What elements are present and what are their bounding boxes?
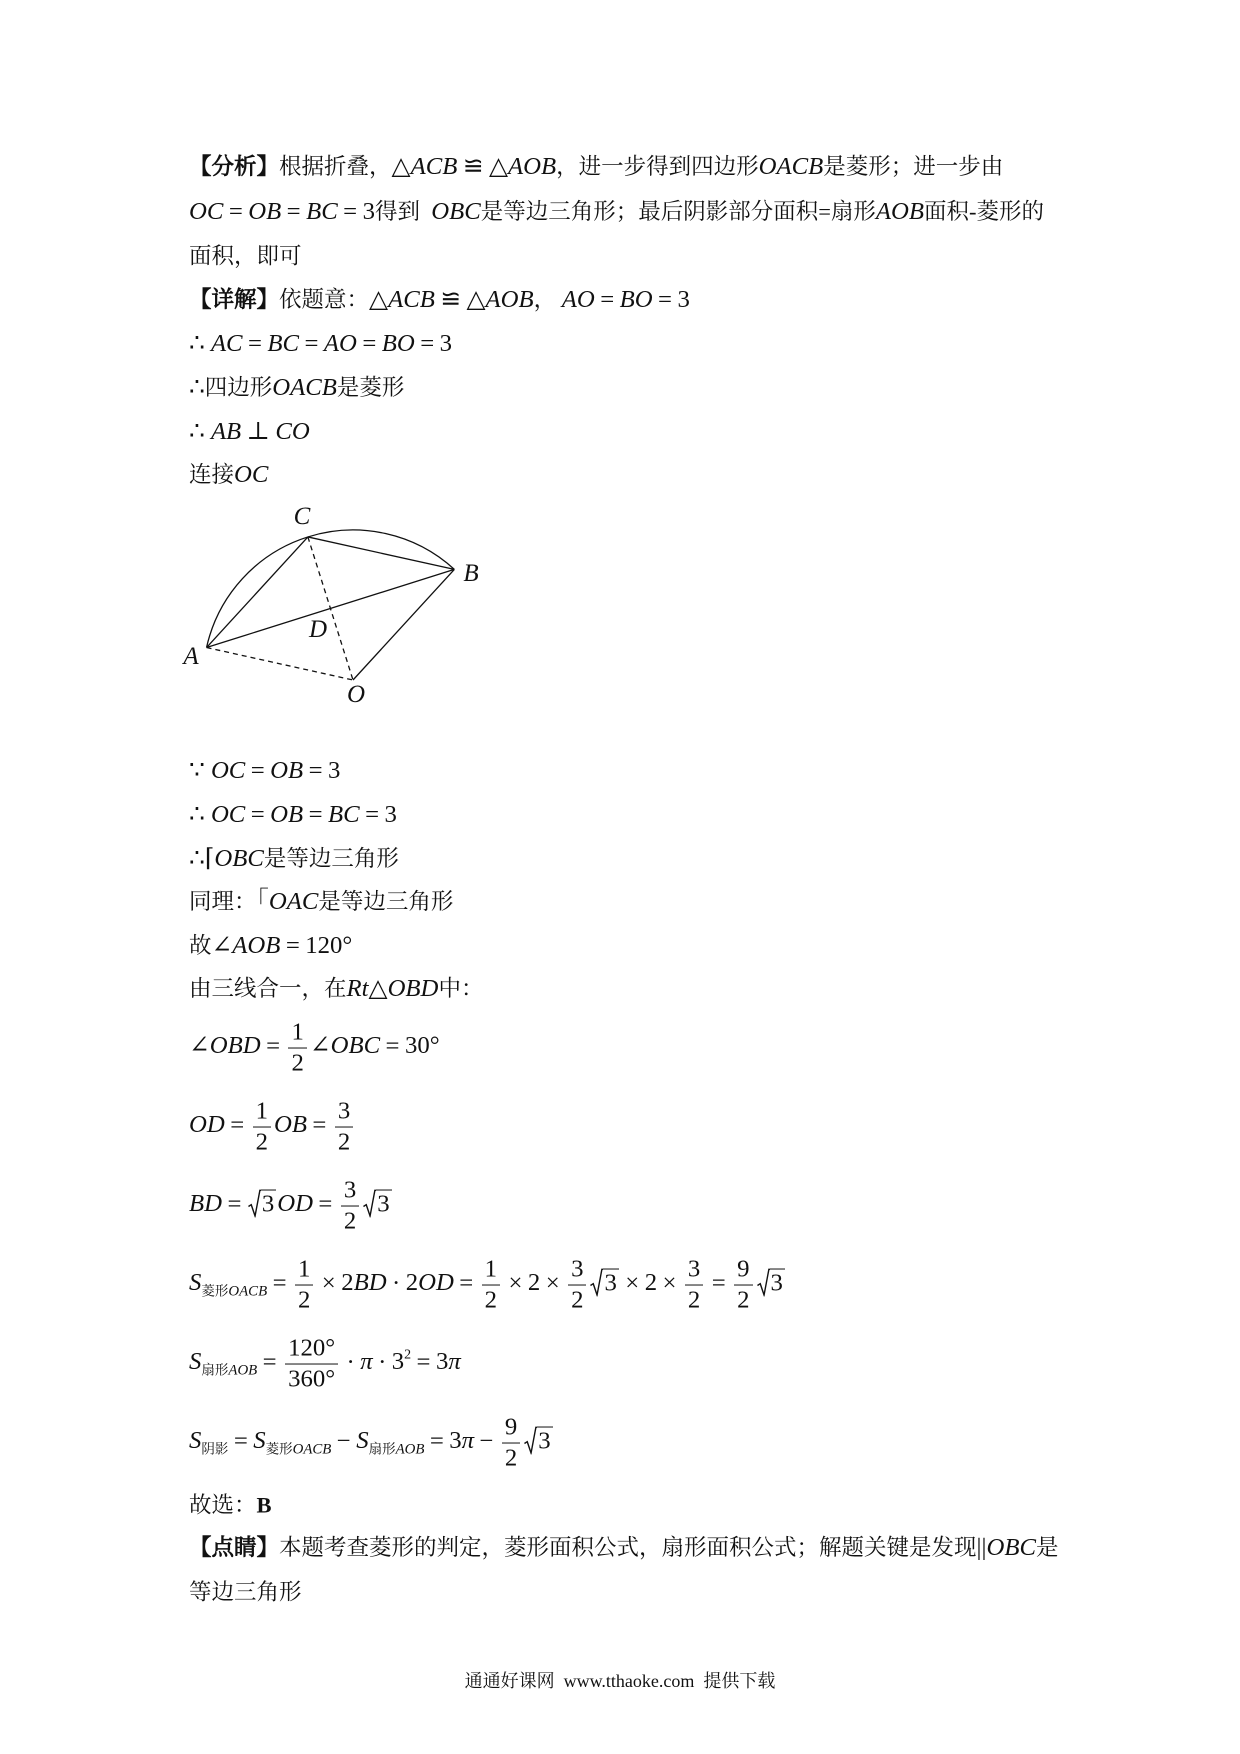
formula-bd <box>189 1178 393 1235</box>
math-relation: = <box>266 1032 281 1060</box>
math-symbol: ∵ <box>189 757 211 785</box>
text-run: 连接 <box>189 462 235 488</box>
math-variable: ACB <box>388 286 435 314</box>
math-symbol: 3 <box>391 1348 405 1376</box>
math-relation: = <box>304 330 319 358</box>
numerator: 120° <box>285 1336 338 1365</box>
text-run: 故选： <box>189 1492 257 1518</box>
solution-line-5 <box>189 460 268 490</box>
math-variable: AOB <box>485 286 534 314</box>
math-relation: = <box>711 1269 726 1297</box>
math-symbol: 「 <box>256 888 269 916</box>
solution-line-11 <box>189 974 483 1004</box>
math-variable: S <box>253 1427 266 1455</box>
analysis-line-2 <box>189 197 1044 227</box>
denominator: 2 <box>255 1128 268 1156</box>
math-relation: = <box>230 1111 245 1139</box>
math-variable: OC <box>189 198 224 226</box>
formula-od <box>189 1099 356 1156</box>
math-variable: AOB <box>228 1362 258 1379</box>
math-variable: OACB <box>272 374 337 402</box>
numerator: 1 <box>253 1099 271 1128</box>
answer-line <box>189 1492 272 1519</box>
math-symbol: △ <box>466 286 486 314</box>
math-relation: = <box>312 1111 327 1139</box>
text-run: 根据折叠， <box>279 154 392 180</box>
numerator: 9 <box>502 1415 520 1444</box>
math-symbol: 2 <box>341 1269 354 1297</box>
math-symbol: ∴ <box>189 374 205 402</box>
math-variable: OD <box>418 1269 454 1297</box>
math-relation: = <box>262 1348 277 1376</box>
square-root <box>590 1268 618 1296</box>
solution-line-8 <box>189 844 399 874</box>
text-run: 等边三角形 <box>189 1579 302 1605</box>
math-variable: OD <box>277 1190 313 1218</box>
math-variable: π <box>448 1348 461 1376</box>
math-variable: OACB <box>228 1283 268 1300</box>
denominator: 2 <box>484 1286 498 1314</box>
math-variable: OBD <box>209 1032 261 1060</box>
comment-line-2 <box>189 1579 302 1606</box>
math-variable: BO <box>619 286 653 314</box>
math-symbol: 3 <box>677 286 690 314</box>
solution-line-2 <box>189 329 452 359</box>
denominator: 2 <box>297 1286 311 1314</box>
math-symbol: 3 <box>362 198 375 226</box>
math-symbol: △ <box>368 975 388 1003</box>
math-relation: = <box>343 198 358 226</box>
math-variable: BC <box>306 198 338 226</box>
numerator: 9 <box>734 1257 752 1286</box>
math-variable: BD <box>353 1269 387 1297</box>
bold-label: 【详解】 <box>189 287 280 313</box>
text-run: 阴影 <box>201 1441 229 1457</box>
math-variable: OBC <box>431 198 481 226</box>
math-relation: = <box>385 1032 400 1060</box>
formula-angle-obd <box>189 1020 440 1077</box>
text-run: 扇形 <box>201 1362 229 1378</box>
math-relation: × <box>321 1269 336 1297</box>
subscript <box>201 1363 257 1378</box>
math-variable: BC <box>267 330 300 358</box>
radical-sign-icon <box>757 1268 770 1296</box>
math-symbol: 120° <box>305 932 353 960</box>
solution-line-10 <box>189 931 352 961</box>
fraction <box>502 1415 520 1472</box>
radicand: 3 <box>261 1190 275 1218</box>
numerator: 1 <box>288 1020 306 1049</box>
math-variable: AB <box>210 418 242 446</box>
math-variable: OB <box>248 198 282 226</box>
math-symbol: 2 <box>527 1269 541 1297</box>
radical-sign-icon <box>590 1268 603 1296</box>
analysis-line-1 <box>189 152 1003 182</box>
bold-label: 【点睛】 <box>189 1535 280 1561</box>
math-relation: = <box>420 330 435 358</box>
math-relation: = <box>365 801 380 829</box>
math-symbol: 30° <box>404 1032 440 1060</box>
math-relation: − <box>479 1427 494 1455</box>
math-relation: · <box>378 1348 387 1376</box>
math-variable: OB <box>273 1111 307 1139</box>
text-run: 四边形 <box>204 375 273 401</box>
math-variable: AO <box>561 286 595 314</box>
math-variable: OC <box>234 461 269 489</box>
math-symbol: ∴⌈ <box>189 845 215 873</box>
math-relation: = <box>318 1190 333 1218</box>
label-a: A <box>183 643 199 670</box>
math-symbol: 2 <box>644 1269 658 1297</box>
square-root <box>248 1189 276 1217</box>
math-variable: OB <box>270 801 304 829</box>
fraction <box>335 1099 353 1156</box>
math-symbol: ∴ <box>189 801 211 829</box>
math-variable: OBD <box>387 975 439 1003</box>
denominator: 2 <box>343 1207 357 1235</box>
math-variable: OBC <box>214 845 264 873</box>
denominator: 2 <box>291 1049 304 1077</box>
square-root <box>757 1268 785 1296</box>
math-relation: = <box>250 801 265 829</box>
geometry-figure <box>180 500 485 715</box>
text-run: 中： <box>438 976 484 1002</box>
math-relation: ⊥ <box>246 418 270 446</box>
math-variable: OBC <box>986 1534 1036 1562</box>
math-relation: = <box>429 1427 444 1455</box>
solution-line-1 <box>189 285 690 315</box>
formula-rhombus-area <box>189 1257 786 1314</box>
numerator: 3 <box>568 1257 586 1286</box>
math-variable: AC <box>210 330 243 358</box>
radical-sign-icon <box>363 1189 376 1217</box>
math-variable: AO <box>323 330 357 358</box>
denominator: 2 <box>504 1444 518 1472</box>
fraction <box>341 1178 359 1235</box>
math-relation: = <box>250 757 265 785</box>
label-b: B <box>463 560 479 587</box>
numerator: 3 <box>341 1178 359 1207</box>
denominator: 360° <box>288 1365 336 1393</box>
math-symbol: 3 <box>384 801 397 829</box>
math-relation: · <box>392 1269 401 1297</box>
math-relation: × <box>545 1269 560 1297</box>
math-variable: ACB <box>410 153 458 181</box>
math-variable: AOB <box>395 1441 425 1458</box>
math-symbol: ∴ <box>189 418 211 446</box>
math-symbol: 3 <box>439 330 452 358</box>
math-symbol: △ <box>369 286 389 314</box>
math-symbol: ∴ <box>189 330 211 358</box>
math-variable: OB <box>270 757 304 785</box>
fraction <box>253 1099 271 1156</box>
fraction <box>288 1020 306 1077</box>
radical-sign-icon <box>248 1189 261 1217</box>
radicand: 3 <box>770 1269 783 1297</box>
math-relation: = <box>459 1269 474 1297</box>
numerator: 1 <box>295 1257 313 1286</box>
math-symbol: || <box>976 1534 987 1562</box>
math-variable: AOB <box>232 932 281 960</box>
text-run: 是菱形；进一步由 <box>823 154 1004 180</box>
math-symbol: 3 <box>435 1348 449 1376</box>
math-relation: = <box>308 757 323 785</box>
math-variable: OACB <box>292 1441 332 1458</box>
square-root <box>363 1189 391 1217</box>
formula-sector-area <box>189 1336 461 1393</box>
square-root <box>524 1426 552 1454</box>
solution-line-4 <box>189 417 310 447</box>
math-variable: OC <box>210 801 246 829</box>
fraction <box>568 1257 586 1314</box>
text-run: ， <box>533 287 562 313</box>
analysis-line-3 <box>189 243 302 270</box>
fraction <box>685 1257 703 1314</box>
numerator: 3 <box>685 1257 703 1286</box>
radical-sign-icon <box>524 1426 537 1454</box>
segment-ao-dashed <box>207 648 353 680</box>
radicand: 3 <box>538 1427 551 1455</box>
math-variable: S <box>189 1348 202 1376</box>
bold-label: B <box>256 1492 272 1518</box>
text-run: 本题考查菱形的判定，菱形面积公式，扇形面积公式；解题关键是发现 <box>279 1535 977 1561</box>
math-relation: = <box>600 286 615 314</box>
math-relation: = <box>233 1427 248 1455</box>
text-run: 是 <box>1035 1535 1059 1561</box>
math-variable: S <box>189 1427 202 1455</box>
subscript <box>201 1284 267 1299</box>
text-run: 由三线合一，在 <box>189 976 347 1002</box>
math-variable: S <box>189 1269 202 1297</box>
denominator: 2 <box>737 1286 750 1314</box>
denominator: 2 <box>571 1286 584 1314</box>
comment-line-1 <box>189 1533 1058 1563</box>
bold-label: 【分析】 <box>189 154 280 180</box>
fraction <box>295 1257 313 1314</box>
text-run: 同理： <box>189 889 257 915</box>
math-symbol: 3 <box>449 1427 462 1455</box>
math-variable: OAC <box>268 888 319 916</box>
denominator: 2 <box>687 1286 701 1314</box>
solution-line-6 <box>189 756 340 786</box>
math-relation: = <box>285 932 300 960</box>
math-variable: BD <box>189 1190 222 1218</box>
math-relation: × <box>508 1269 523 1297</box>
superscript: 2 <box>404 1347 412 1363</box>
text-run: 是等边三角形 <box>318 889 454 915</box>
numerator: 1 <box>482 1257 500 1286</box>
math-relation: = <box>272 1269 287 1297</box>
math-symbol: ∠ <box>309 1032 331 1060</box>
math-variable: π <box>461 1427 475 1455</box>
math-variable: Rt <box>346 975 369 1003</box>
math-variable: OBC <box>330 1032 381 1060</box>
text-run: 是菱形 <box>336 375 405 401</box>
math-relation: = <box>658 286 673 314</box>
text-run: 面积-菱形的 <box>924 199 1045 225</box>
denominator: 2 <box>337 1128 351 1156</box>
text-run: 得到 <box>374 199 432 225</box>
formula-shaded-area <box>189 1415 554 1472</box>
math-symbol: ∠ <box>189 1032 210 1060</box>
math-relation: − <box>336 1427 351 1455</box>
segment-co-dashed <box>308 537 353 680</box>
label-o: O <box>346 681 366 708</box>
label-c: C <box>293 503 311 530</box>
text-run: 菱形 <box>265 1441 293 1457</box>
math-symbol: ∠ <box>211 932 233 960</box>
text-run: 扇形 <box>368 1441 396 1457</box>
math-variable: S <box>356 1427 369 1455</box>
solution-line-3 <box>189 373 404 403</box>
numerator: 3 <box>335 1099 353 1128</box>
math-symbol: △ <box>391 153 411 181</box>
solution-line-7 <box>189 800 397 830</box>
math-relation: = <box>362 330 377 358</box>
fraction <box>285 1336 338 1393</box>
math-symbol: 2 <box>405 1269 419 1297</box>
math-symbol: 3 <box>328 757 341 785</box>
math-variable: AOB <box>508 153 557 181</box>
arc-ab <box>207 530 455 648</box>
math-relation: = <box>248 330 262 358</box>
text-run: 菱形 <box>201 1283 229 1299</box>
math-symbol: △ <box>488 153 508 181</box>
fraction <box>734 1257 752 1314</box>
math-relation: × <box>662 1269 677 1297</box>
fraction <box>482 1257 500 1314</box>
math-variable: BO <box>381 330 415 358</box>
radicand: 3 <box>377 1190 390 1218</box>
text-run: 故 <box>189 933 212 959</box>
math-variable: BC <box>328 801 360 829</box>
label-d: D <box>308 616 328 643</box>
math-variable: OC <box>210 757 246 785</box>
text-run: 依题意： <box>279 287 370 313</box>
math-relation: = <box>308 801 323 829</box>
math-relation: × <box>625 1269 640 1297</box>
math-relation: · <box>346 1348 355 1376</box>
math-variable: AOB <box>875 198 925 226</box>
math-relation: = <box>286 198 301 226</box>
math-relation: = <box>228 198 243 226</box>
subscript <box>369 1442 425 1457</box>
text-run: ，进一步得到四边形 <box>556 154 759 180</box>
page-footer: 通通好课网 www.tthaoke.com 提供下载 <box>464 1671 776 1691</box>
math-variable: CO <box>275 418 310 446</box>
text-run: 是等边三角形；最后阴影部分面积=扇形 <box>480 199 876 225</box>
subscript <box>201 1442 228 1457</box>
math-variable: π <box>360 1348 373 1376</box>
math-relation: ≌ <box>462 153 484 181</box>
math-variable: OD <box>189 1111 225 1139</box>
text-run: 是等边三角形 <box>263 846 399 872</box>
math-relation: ≌ <box>440 286 462 314</box>
subscript <box>266 1442 332 1457</box>
text-run: 面积，即可 <box>189 243 302 269</box>
solution-line-9 <box>189 887 453 917</box>
math-relation: = <box>227 1190 242 1218</box>
math-variable: OACB <box>758 153 824 181</box>
radicand: 3 <box>604 1269 617 1297</box>
math-relation: = <box>416 1348 431 1376</box>
